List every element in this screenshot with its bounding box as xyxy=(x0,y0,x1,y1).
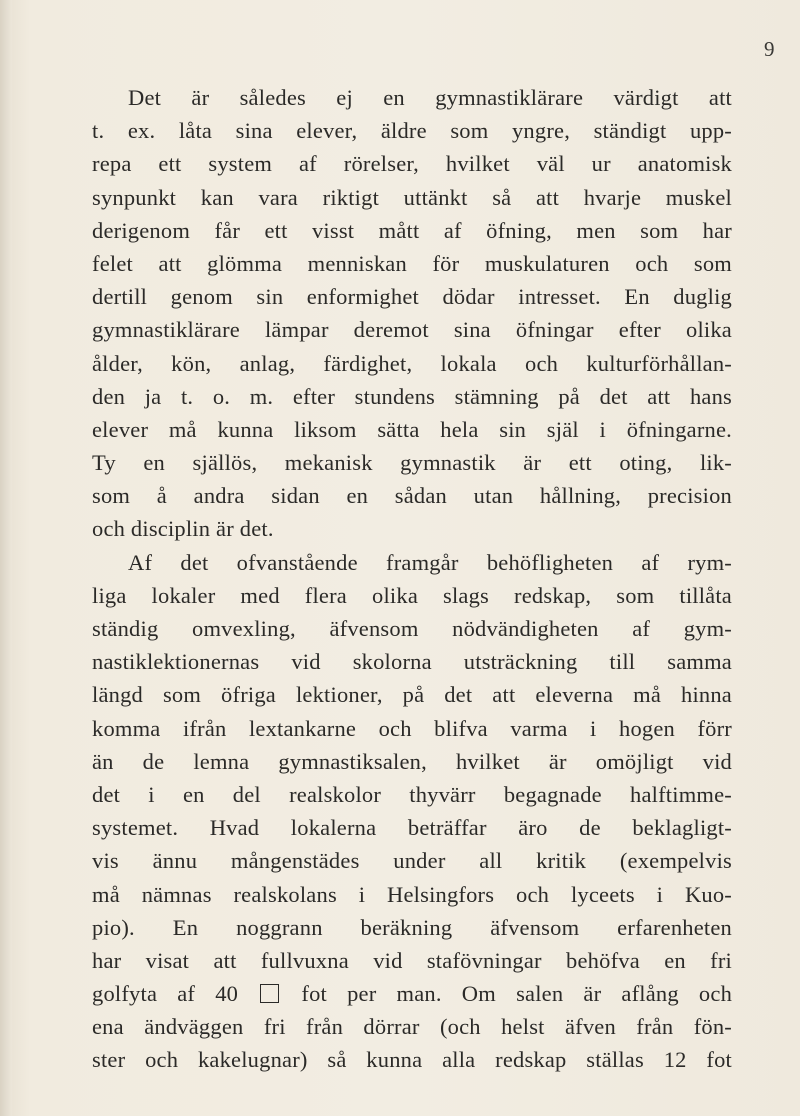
text-line: nastiklektionernas vid skolorna utsträckning till samma xyxy=(92,649,732,675)
text-line: komma ifrån lextankarne och blifva varma i hogen förr xyxy=(92,715,732,741)
body-text xyxy=(92,81,732,1077)
square-symbol-icon xyxy=(260,984,279,1003)
text-fragment: golfyta af 40 xyxy=(92,981,239,1007)
text-line: gymnastiklärare lämpar deremot sina öfningar efter olika xyxy=(92,317,732,343)
text-line: pio). En noggrann beräkning äfvensom erfarenheten xyxy=(92,914,732,940)
text-line: Ty en själlös, mekanisk gymnastik är ett oting, lik- xyxy=(92,450,732,476)
text-line: liga lokaler med flera olika slags redskap, som tillåta xyxy=(92,582,732,608)
page-spine-shadow xyxy=(0,0,12,1116)
text-line: felet att glömma menniskan för muskulaturen och som xyxy=(92,250,732,276)
text-line-with-square xyxy=(92,977,732,1010)
page-number: 9 xyxy=(764,37,775,61)
text-line: det i en del realskolor thyvärr begagnade halftimme- xyxy=(92,781,732,807)
text-line: än de lemna gymnastiksalen, hvilket är omöjligt vid xyxy=(92,748,732,774)
text-line: har visat att fullvuxna vid stafövningar behöfva en fri xyxy=(92,947,732,973)
text-line: ålder, kön, anlag, färdighet, lokala och kulturförhållan- xyxy=(92,350,732,376)
text-line: dertill genom sin enformighet dödar intresset. En duglig xyxy=(92,284,732,310)
text-line: må nämnas realskolans i Helsingfors och lyceets i Kuo- xyxy=(92,881,732,907)
text-line: ster och kakelugnar) så kunna alla redskap ställas 12 fot xyxy=(92,1047,732,1073)
text-line: som å andra sidan en sådan utan hållning, precision xyxy=(92,483,732,509)
text-line: t. ex. låta sina elever, äldre som yngre, ständigt upp- xyxy=(92,118,732,144)
text-line: derigenom får ett visst mått af öfning, men som har xyxy=(92,217,732,243)
text-line: ena ändväggen fri från dörrar (och helst äfven från fön- xyxy=(92,1014,732,1040)
text-line: och disciplin är det. xyxy=(92,516,274,542)
text-line: systemet. Hvad lokalerna beträffar äro de beklagligt- xyxy=(92,815,732,841)
text-line: vis ännu mångenstädes under all kritik (exempelvis xyxy=(92,848,732,874)
text-line: ständig omvexling, äfvensom nödvändigheten af gym- xyxy=(92,616,732,641)
text-line: Af det ofvanstående framgår behöfligheten af rym- xyxy=(128,549,732,575)
text-line: synpunkt kan vara riktigt uttänkt så att hvarje muskel xyxy=(92,184,732,210)
text-fragment: fot per man. Om salen är aflång och xyxy=(301,981,733,1007)
text-line: längd som öfriga lektioner, på det att eleverna må hinna xyxy=(92,682,732,708)
text-line: Det är således ej en gymnastiklärare värdigt att xyxy=(128,85,732,110)
text-line: elever må kunna liksom sätta hela sin själ i öfningarne. xyxy=(92,416,732,442)
text-line: repa ett system af rörelser, hvilket väl ur anatomisk xyxy=(92,151,732,177)
text-line: den ja t. o. m. efter stundens stämning på det att hans xyxy=(92,383,732,409)
